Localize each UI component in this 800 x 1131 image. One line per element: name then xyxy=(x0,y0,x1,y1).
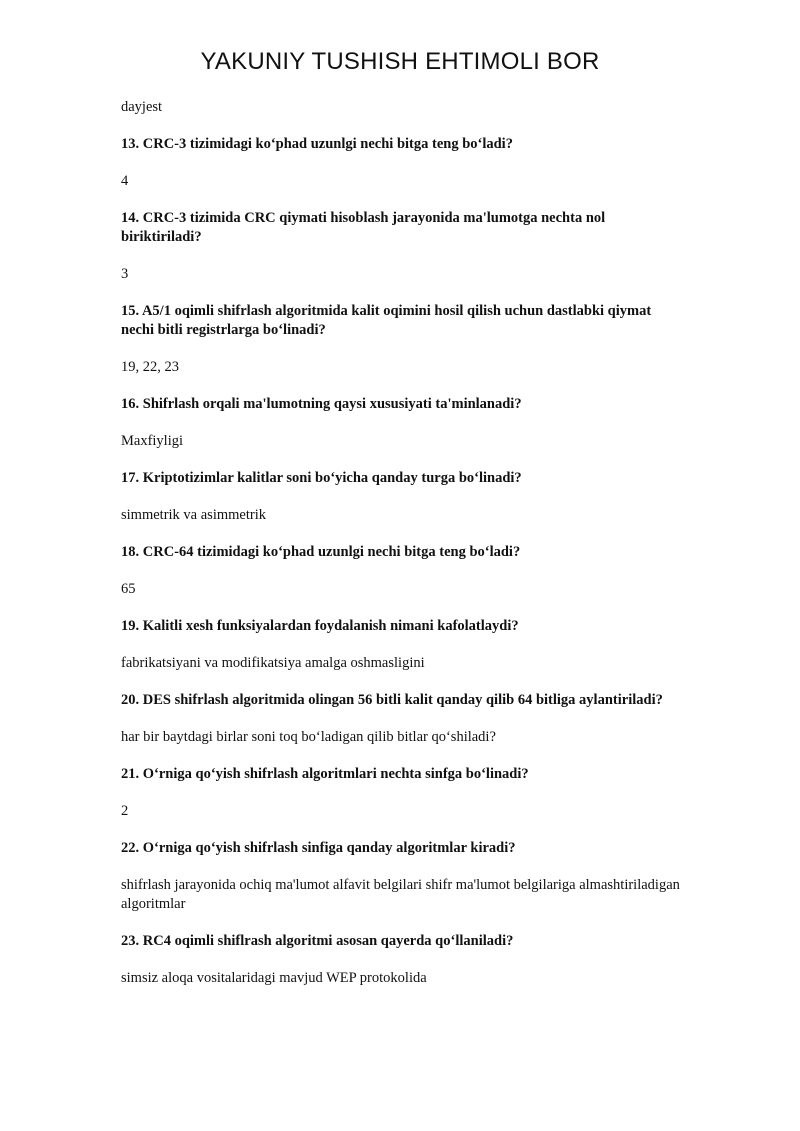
question-18: 18. CRC-64 tizimidagi ko‘phad uzunlgi nechi bitga teng bo‘ladi? xyxy=(121,544,521,560)
question-13: 13. CRC-3 tizimidagi ko‘phad uzunlgi nechi bitga teng bo‘ladi? xyxy=(121,136,513,152)
question-21: 21. O‘rniga qo‘yish shifrlash algoritmlari nechta sinfga bo‘linadi? xyxy=(121,766,529,782)
answer-17: simmetrik va asimmetrik xyxy=(121,507,266,523)
question-19: 19. Kalitli xesh funksiyalardan foydalanish nimani kafolatlaydi? xyxy=(121,618,519,634)
answer-20: har bir baytdagi birlar soni toq bo‘ladigan qilib bitlar qo‘shiladi? xyxy=(121,729,496,745)
document-body xyxy=(121,98,681,988)
answer-23: simsiz aloqa vositalaridagi mavjud WEP protokolida xyxy=(121,970,427,986)
answer-21: 2 xyxy=(121,803,129,819)
answer-22: shifrlash jarayonida ochiq ma'lumot alfavit belgilari shifr ma'lumot belgilariga almashtiriladigan algoritmlar xyxy=(121,877,680,912)
answer-13: 4 xyxy=(121,173,129,189)
answer-19: fabrikatsiyani va modifikatsiya amalga oshmasligini xyxy=(121,655,425,671)
answer-15: 19, 22, 23 xyxy=(121,359,179,375)
answer-text-intro: dayjest xyxy=(121,99,163,115)
answer-18: 65 xyxy=(121,581,136,597)
question-20: 20. DES shifrlash algoritmida olingan 56 bitli kalit qanday qilib 64 bitliga aylantiriladi? xyxy=(121,692,663,708)
question-16: 16. Shifrlash orqali ma'lumotning qaysi xususiyati ta'minlanadi? xyxy=(121,396,522,412)
question-22: 22. O‘rniga qo‘yish shifrlash sinfiga qanday algoritmlar kiradi? xyxy=(121,840,516,856)
answer-16: Maxfiyligi xyxy=(121,433,184,449)
question-15: 15. A5/1 oqimli shifrlash algoritmida kalit oqimini hosil qilish uchun dastlabki qiymat nechi bitli registrlarga bo‘linadi? xyxy=(121,303,652,338)
question-23: 23. RC4 oqimli shiflrash algoritmi asosan qayerda qo‘llaniladi? xyxy=(121,933,514,949)
page-header-title: YAKUNIY TUSHISH EHTIMOLI BOR xyxy=(200,48,600,75)
answer-14: 3 xyxy=(121,266,129,282)
question-17: 17. Kriptotizimlar kalitlar soni bo‘yicha qanday turga bo‘linadi? xyxy=(121,470,522,486)
question-14: 14. CRC-3 tizimida CRC qiymati hisoblash jarayonida ma'lumotga nechta nol biriktiriladi? xyxy=(121,210,606,245)
